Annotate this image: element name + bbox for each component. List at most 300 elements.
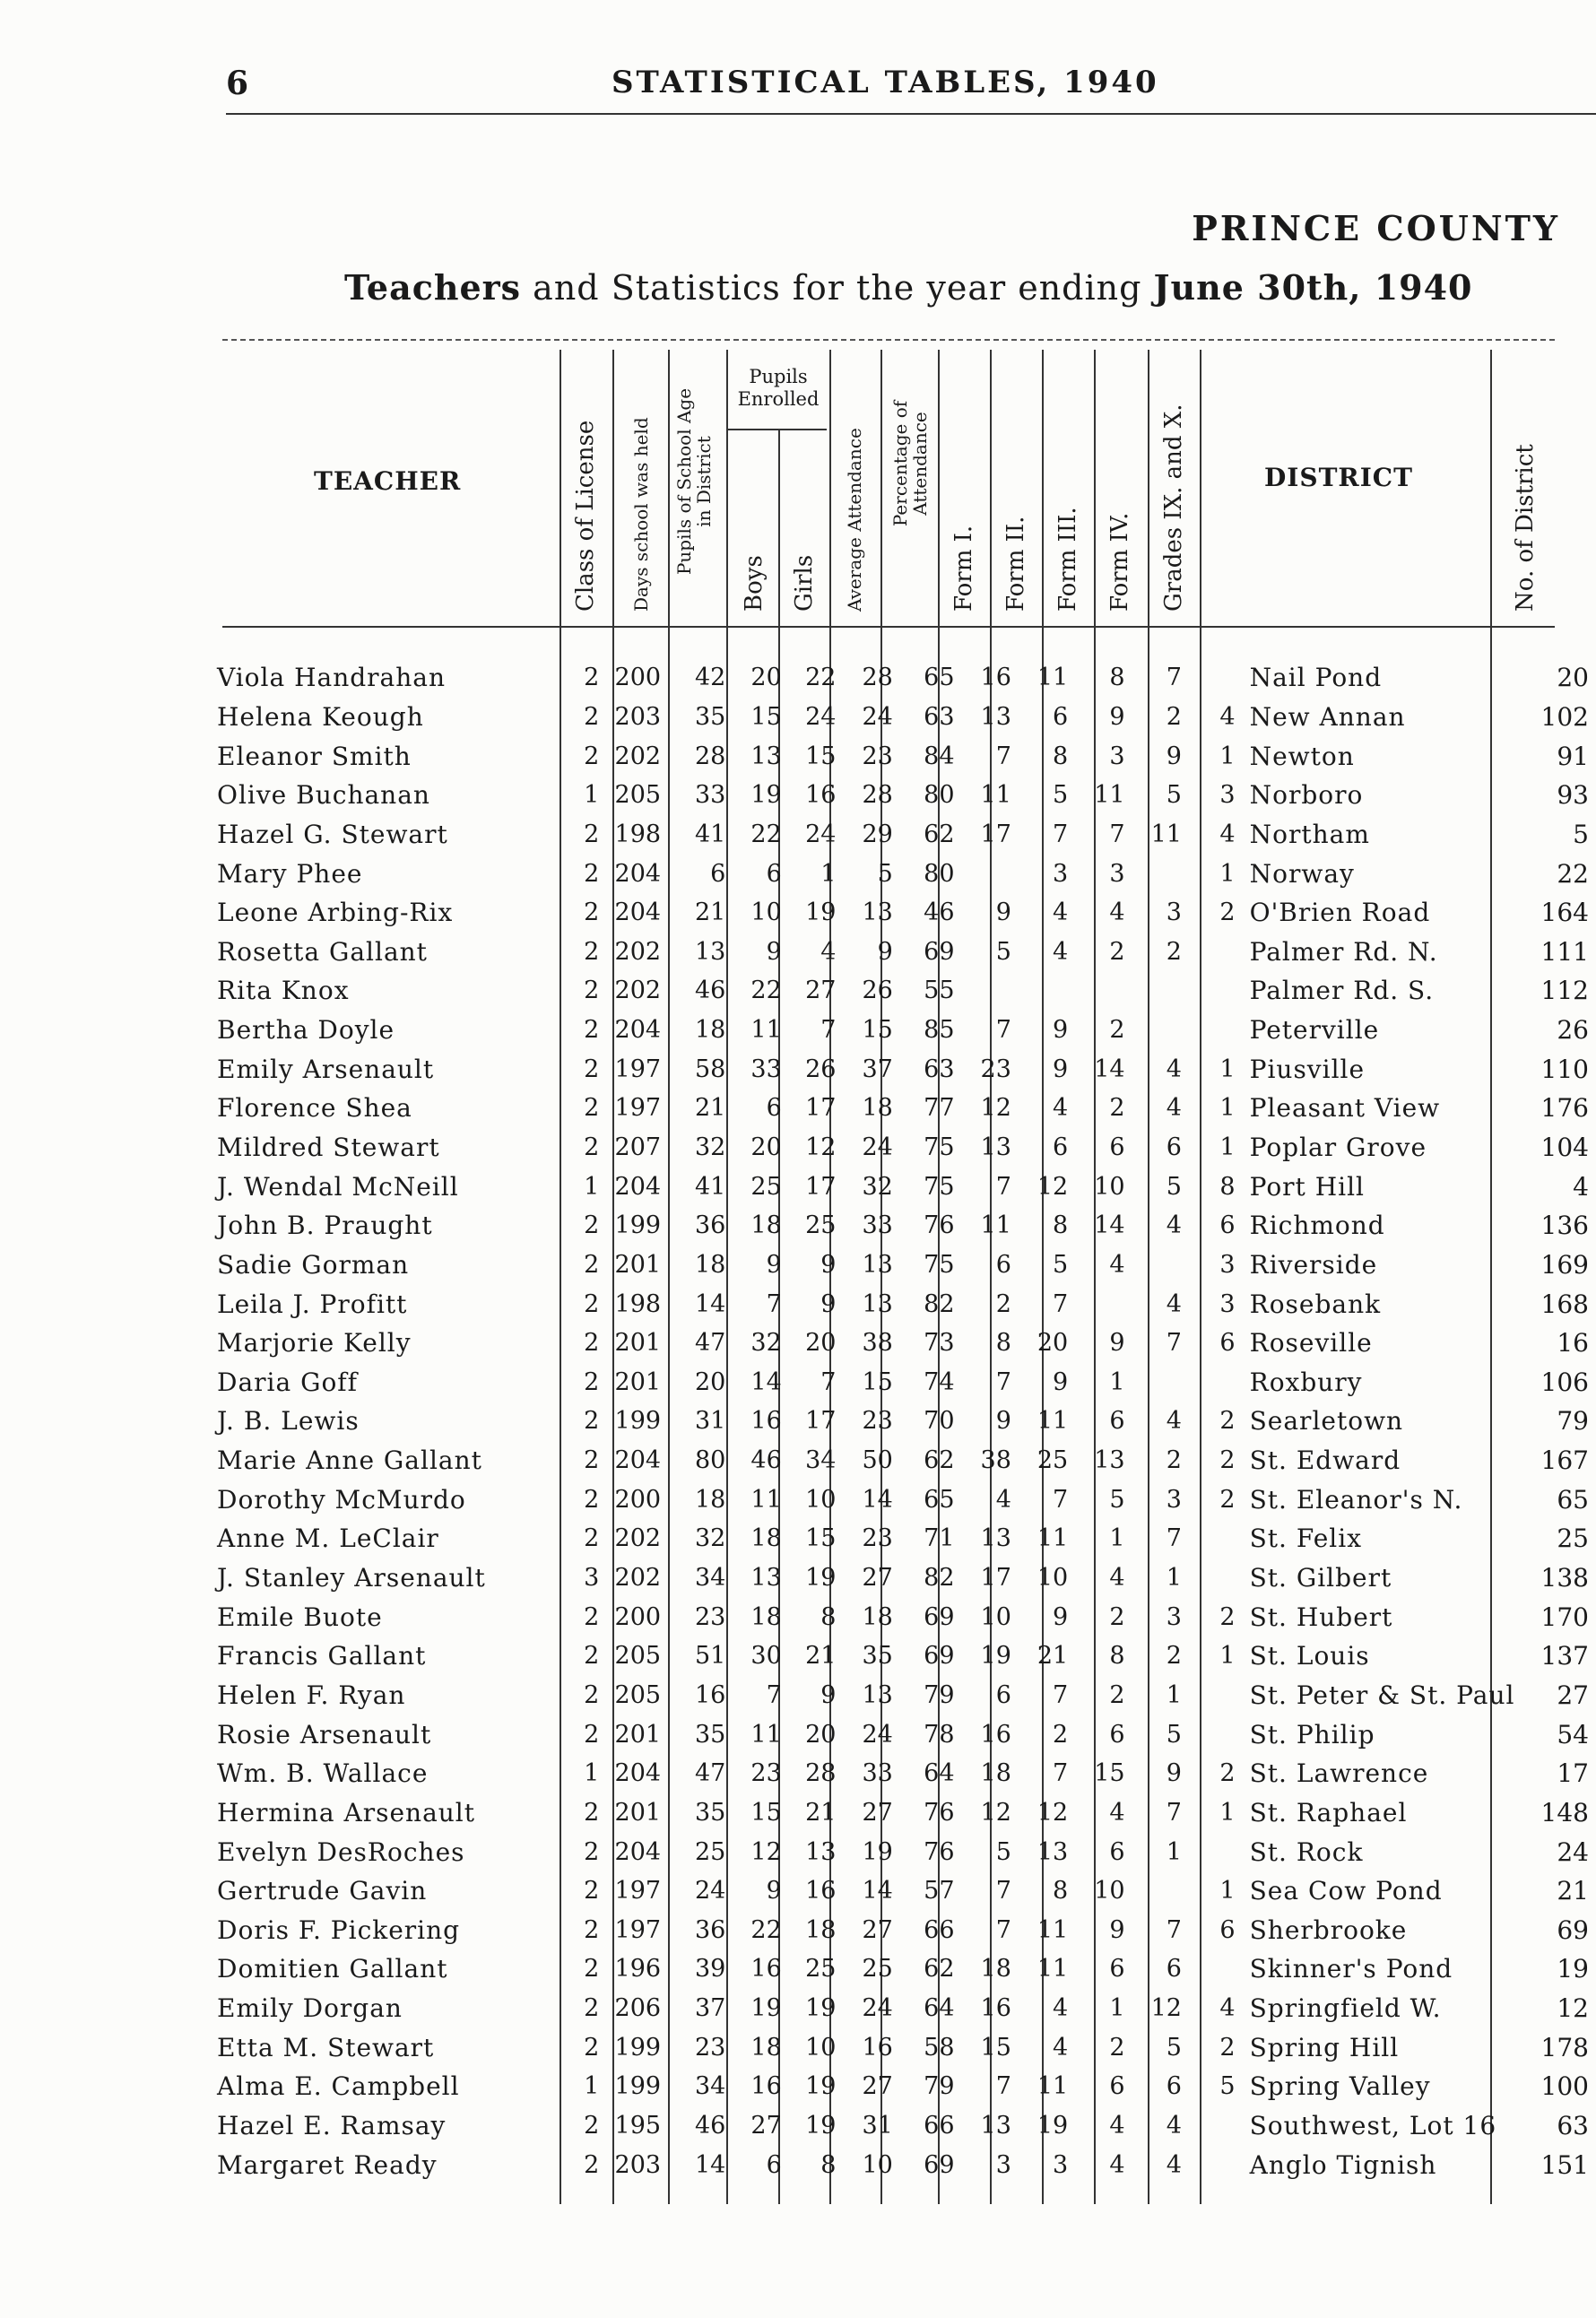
days-held: 201 [614, 1367, 662, 1396]
boys-enrolled: 18 [750, 2033, 782, 2062]
form-3-count: 1 [1109, 1367, 1125, 1396]
form-4-count: 4 [1166, 1211, 1182, 1240]
average-attendance: 14 [862, 1485, 893, 1514]
grades-ix-x-count: 3 [1219, 1289, 1236, 1318]
pupils-of-age: 21 [694, 899, 726, 927]
grades-ix-x-count [1189, 1832, 1243, 1871]
days-held: 197 [614, 1915, 662, 1944]
girls-enrolled: 34 [805, 1446, 837, 1475]
header-percentage-line-1: Percentage of [889, 400, 911, 527]
pupils-of-age: 35 [694, 1798, 726, 1827]
form-4-count [1132, 1246, 1189, 1285]
form-2-count: 7 [1053, 1289, 1069, 1318]
table-title-part-2: and Statistics for the year ending [521, 268, 1154, 308]
district-name: Roseville [1249, 1328, 1373, 1359]
teacher-name: Rosetta Gallant [217, 936, 428, 967]
days-held: 201 [614, 1329, 662, 1358]
average-attendance: 27 [862, 1564, 893, 1593]
teacher-name: Emily Arsenault [217, 1054, 435, 1084]
pupils-of-age: 46 [694, 977, 726, 1005]
teacher-name: Sadie Gorman [217, 1249, 410, 1280]
form-2-count: 8 [1053, 1211, 1069, 1240]
header-form-3: Form III. [1054, 507, 1081, 612]
days-held: 198 [614, 820, 662, 848]
grades-ix-x-count [1189, 1949, 1243, 1989]
average-attendance: 33 [862, 1759, 893, 1788]
district-name: St. Peter & St. Paul [1249, 1680, 1515, 1710]
header-form-4: Form IV. [1106, 512, 1133, 612]
form-2-count: 4 [1053, 1094, 1069, 1123]
boys-enrolled: 9 [766, 1877, 782, 1906]
district-name: Palmer Rd. N. [1249, 936, 1438, 967]
district-number: 24 [1557, 1836, 1589, 1867]
form-4-count: 4 [1166, 1407, 1182, 1436]
days-held: 196 [614, 1955, 662, 1984]
form-1-count: 13 [980, 1133, 1011, 1161]
teacher-name: Leila J. Profitt [217, 1289, 408, 1319]
girls-enrolled: 4 [820, 937, 837, 966]
form-3-count: 1 [1109, 1524, 1125, 1553]
boys-enrolled: 33 [750, 1055, 782, 1083]
form-4-count: 3 [1166, 1485, 1182, 1514]
table-row [210, 1480, 1596, 1519]
form-4-count: 7 [1166, 664, 1182, 692]
pupils-of-age: 42 [694, 664, 726, 692]
grades-ix-x-count [1189, 1519, 1243, 1558]
percentage-attendance: 76 [924, 1837, 955, 1866]
form-2-count: 19 [1037, 2112, 1069, 2140]
district-name: Anglo Tignish [1249, 2149, 1437, 2180]
table-row [210, 1246, 1596, 1285]
percentage-attendance: 82 [924, 1289, 955, 1318]
district-name: Peterville [1249, 1015, 1380, 1046]
district-name: Sea Cow Pond [1249, 1876, 1443, 1906]
header-divider [1490, 350, 1492, 626]
form-4-count: 2 [1166, 1642, 1182, 1671]
class-of-license: 2 [584, 1329, 600, 1358]
table-row [210, 1206, 1596, 1246]
days-held: 201 [614, 1798, 662, 1827]
girls-enrolled: 7 [820, 1016, 837, 1045]
percentage-attendance: 64 [924, 1994, 955, 2023]
class-of-license: 2 [584, 664, 600, 692]
girls-enrolled: 1 [820, 859, 837, 888]
form-2-count: 5 [1053, 1250, 1069, 1279]
district-number: 22 [1557, 858, 1589, 889]
average-attendance: 13 [862, 1680, 893, 1709]
girls-enrolled: 9 [820, 1250, 837, 1279]
form-2-count: 12 [1037, 1172, 1069, 1201]
percentage-attendance: 46 [924, 899, 955, 927]
form-4-count: 4 [1166, 1289, 1182, 1318]
table-row [210, 1754, 1596, 1793]
days-held: 201 [614, 1720, 662, 1749]
form-2-count: 9 [1053, 1055, 1069, 1083]
teacher-name: Rosie Arsenault [217, 1719, 432, 1749]
girls-enrolled: 21 [805, 1642, 837, 1671]
days-held: 203 [614, 2150, 662, 2179]
form-4-count: 5 [1166, 2033, 1182, 2062]
class-of-license: 1 [584, 1172, 600, 1201]
girls-enrolled: 19 [805, 1994, 837, 2023]
district-number: 63 [1557, 2111, 1589, 2141]
percentage-attendance: 76 [924, 1211, 955, 1240]
form-1-count: 7 [995, 2072, 1011, 2101]
form-1-count: 5 [995, 937, 1011, 966]
boys-enrolled: 19 [750, 1994, 782, 2023]
grades-ix-x-count: 1 [1219, 859, 1236, 888]
girls-enrolled: 7 [820, 1367, 837, 1396]
form-2-count: 9 [1053, 1367, 1069, 1396]
percentage-attendance: 82 [924, 1564, 955, 1593]
class-of-license: 2 [584, 1798, 600, 1827]
district-name: St. Rock [1249, 1836, 1364, 1867]
grades-ix-x-count: 1 [1219, 1642, 1236, 1671]
boys-enrolled: 18 [750, 1524, 782, 1553]
header-divider [880, 350, 882, 626]
district-name: Northam [1249, 819, 1370, 849]
girls-enrolled: 26 [805, 1055, 837, 1083]
average-attendance: 28 [862, 781, 893, 810]
teacher-name: Francis Gallant [217, 1641, 427, 1671]
form-4-count: 6 [1166, 1955, 1182, 1984]
class-of-license: 2 [584, 1016, 600, 1045]
girls-enrolled: 24 [805, 820, 837, 848]
district-number: 5 [1573, 819, 1589, 849]
girls-enrolled: 13 [805, 1837, 837, 1866]
grades-ix-x-count: 4 [1219, 1994, 1236, 2023]
header-pupils-enrolled-line-2: Enrolled [737, 388, 820, 410]
grades-ix-x-count: 1 [1219, 1798, 1236, 1827]
girls-enrolled: 22 [805, 664, 837, 692]
girls-enrolled: 9 [820, 1680, 837, 1709]
class-of-license: 2 [584, 1994, 600, 2023]
form-3-count: 4 [1109, 1798, 1125, 1827]
days-held: 197 [614, 1094, 662, 1123]
table-row [210, 1441, 1596, 1480]
grades-ix-x-count: 5 [1219, 2072, 1236, 2101]
district-name: O'Brien Road [1249, 898, 1431, 928]
pupils-of-age: 18 [694, 1250, 726, 1279]
district-name: St. Hubert [1249, 1602, 1393, 1632]
percentage-attendance: 75 [924, 1133, 955, 1161]
form-2-count: 11 [1037, 1915, 1069, 1944]
class-of-license: 3 [584, 1564, 600, 1593]
form-2-count: 7 [1053, 820, 1069, 848]
class-of-license: 1 [584, 1759, 600, 1788]
form-1-count: 8 [995, 1329, 1011, 1358]
form-3-count: 4 [1109, 899, 1125, 927]
header-district-number: No. of District [1512, 444, 1539, 612]
average-attendance: 23 [862, 1407, 893, 1436]
pupils-enrolled-rule [728, 429, 827, 430]
class-of-license: 2 [584, 1915, 600, 1944]
girls-enrolled: 25 [805, 1955, 837, 1984]
form-2-count: 4 [1053, 1994, 1069, 2023]
grades-ix-x-count [1189, 1558, 1243, 1598]
percentage-attendance: 63 [924, 702, 955, 731]
average-attendance: 32 [862, 1172, 893, 1201]
form-3-count [1075, 971, 1132, 1011]
class-of-license: 2 [584, 1250, 600, 1279]
header-divider [668, 350, 670, 626]
form-2-count: 4 [1053, 899, 1069, 927]
grades-ix-x-count: 3 [1219, 1250, 1236, 1279]
percentage-attendance: 74 [924, 1367, 955, 1396]
teacher-name: Olive Buchanan [217, 780, 430, 811]
teacher-name: Gertrude Gavin [217, 1876, 428, 1906]
district-name: St. Louis [1249, 1641, 1370, 1671]
form-2-count: 2 [1053, 1720, 1069, 1749]
percentage-attendance: 65 [924, 664, 955, 692]
days-held: 205 [614, 781, 662, 810]
district-number: 17 [1557, 1758, 1589, 1789]
pupils-of-age: 14 [694, 2150, 726, 2179]
girls-enrolled: 18 [805, 1915, 837, 1944]
pupils-of-age: 6 [710, 859, 726, 888]
district-number: 26 [1557, 1015, 1589, 1046]
boys-enrolled: 10 [750, 899, 782, 927]
grades-ix-x-count: 1 [1219, 1877, 1236, 1906]
days-held: 195 [614, 2112, 662, 2140]
average-attendance: 23 [862, 742, 893, 770]
form-1-count: 7 [995, 1915, 1011, 1944]
form-4-count: 4 [1166, 1055, 1182, 1083]
district-number: 93 [1557, 780, 1589, 811]
pupils-of-age: 34 [694, 1564, 726, 1593]
district-name: Norway [1249, 858, 1355, 889]
table-row [210, 2027, 1596, 2067]
district-name: Riverside [1249, 1249, 1378, 1280]
boys-enrolled: 6 [766, 1094, 782, 1123]
days-held: 204 [614, 1759, 662, 1788]
average-attendance: 24 [862, 1994, 893, 2023]
table-row [210, 1597, 1596, 1636]
district-number: 69 [1557, 1914, 1589, 1945]
form-3-count: 3 [1109, 742, 1125, 770]
girls-enrolled: 28 [805, 1759, 837, 1788]
header-pupils-enrolled-line-1: Pupils [749, 366, 808, 387]
percentage-attendance: 73 [924, 1329, 955, 1358]
percentage-attendance: 80 [924, 781, 955, 810]
form-1-count: 13 [980, 2112, 1011, 2140]
table-row [210, 1363, 1596, 1402]
form-3-count: 4 [1109, 2150, 1125, 2179]
header-grades-ix-x: Grades IX. and X. [1160, 404, 1187, 612]
boys-enrolled: 22 [750, 977, 782, 1005]
grades-ix-x-count [1189, 971, 1243, 1011]
girls-enrolled: 15 [805, 1524, 837, 1553]
percentage-attendance: 69 [924, 1602, 955, 1631]
form-3-count: 6 [1109, 1955, 1125, 1984]
boys-enrolled: 46 [750, 1446, 782, 1475]
form-2-count: 11 [1037, 1955, 1069, 1984]
days-held: 202 [614, 1524, 662, 1553]
grades-ix-x-count [1189, 1363, 1243, 1402]
teacher-name: Margaret Ready [217, 2149, 438, 2180]
form-3-count: 15 [1094, 1759, 1125, 1788]
percentage-attendance: 71 [924, 1524, 955, 1553]
form-2-count: 11 [1037, 1407, 1069, 1436]
class-of-license: 2 [584, 2033, 600, 2062]
days-held: 206 [614, 1994, 662, 2023]
form-2-count: 21 [1037, 1642, 1069, 1671]
district-number: 25 [1557, 1524, 1589, 1554]
days-held: 199 [614, 1407, 662, 1436]
form-1-count: 6 [995, 1680, 1011, 1709]
average-attendance: 37 [862, 1055, 893, 1083]
days-held: 197 [614, 1877, 662, 1906]
district-number: 151 [1540, 2149, 1589, 2180]
table-title-part-3: June 30th, 1940 [1153, 267, 1473, 308]
form-4-count: 2 [1166, 937, 1182, 966]
class-of-license: 2 [584, 1407, 600, 1436]
days-held: 199 [614, 2033, 662, 2062]
days-held: 201 [614, 1250, 662, 1279]
form-1-count: 16 [980, 664, 1011, 692]
district-name: St. Gilbert [1249, 1563, 1392, 1593]
pupils-of-age: 46 [694, 2112, 726, 2140]
pupils-of-age: 47 [694, 1759, 726, 1788]
average-attendance: 31 [862, 2112, 893, 2140]
days-held: 204 [614, 1172, 662, 1201]
header-divider [1200, 350, 1201, 626]
form-1-count: 17 [980, 1564, 1011, 1593]
days-held: 202 [614, 977, 662, 1005]
form-4-count: 1 [1166, 1837, 1182, 1866]
header-girls: Girls [791, 554, 818, 612]
grades-ix-x-count: 1 [1219, 1133, 1236, 1161]
girls-enrolled: 17 [805, 1172, 837, 1201]
class-of-license: 2 [584, 1680, 600, 1709]
average-attendance: 5 [877, 859, 893, 888]
grades-ix-x-count [1189, 2106, 1243, 2146]
pupils-of-age: 23 [694, 2033, 726, 2062]
teacher-name: Marjorie Kelly [217, 1328, 412, 1359]
table-row [210, 1949, 1596, 1989]
grades-ix-x-count: 1 [1219, 1055, 1236, 1083]
pupils-of-age: 32 [694, 1133, 726, 1161]
form-4-count: 9 [1166, 1759, 1182, 1788]
days-held: 199 [614, 2072, 662, 2101]
teacher-name: Emily Dorgan [217, 1993, 403, 2024]
form-1-count [962, 854, 1019, 893]
pupils-of-age: 80 [694, 1446, 726, 1475]
form-1-count: 5 [995, 1837, 1011, 1866]
average-attendance: 25 [862, 1955, 893, 1984]
teacher-name: Wm. B. Wallace [217, 1758, 429, 1789]
county-title: PRINCE COUNTY [1192, 208, 1560, 248]
girls-enrolled: 20 [805, 1720, 837, 1749]
district-name: St. Edward [1249, 1445, 1401, 1476]
form-1-count: 16 [980, 1720, 1011, 1749]
header-boys: Boys [741, 555, 768, 612]
district-name: Sherbrooke [1249, 1914, 1408, 1945]
girls-enrolled: 24 [805, 702, 837, 731]
average-attendance: 27 [862, 2072, 893, 2101]
form-4-count: 7 [1166, 1524, 1182, 1553]
boys-enrolled: 16 [750, 1407, 782, 1436]
form-4-count: 6 [1166, 2072, 1182, 2101]
days-held: 200 [614, 1485, 662, 1514]
table-row [210, 1011, 1596, 1050]
district-name: Port Hill [1249, 1171, 1365, 1202]
teacher-name: Helen F. Ryan [217, 1680, 406, 1710]
district-name: St. Felix [1249, 1524, 1363, 1554]
table-row [210, 854, 1596, 893]
form-3-count: 8 [1109, 664, 1125, 692]
class-of-license: 2 [584, 1955, 600, 1984]
district-number: 91 [1557, 741, 1589, 771]
days-held: 202 [614, 937, 662, 966]
district-number: 65 [1557, 1484, 1589, 1515]
teacher-name: Viola Handrahan [217, 663, 446, 693]
district-number: 12 [1557, 1993, 1589, 2024]
class-of-license: 2 [584, 1524, 600, 1553]
class-of-license: 2 [584, 859, 600, 888]
form-3-count: 14 [1094, 1055, 1125, 1083]
district-number: 16 [1557, 1328, 1589, 1359]
form-4-count: 4 [1166, 1094, 1182, 1123]
form-4-count: 3 [1166, 899, 1182, 927]
grades-ix-x-count: 1 [1219, 742, 1236, 770]
form-2-count: 12 [1037, 1798, 1069, 1827]
boys-enrolled: 6 [766, 859, 782, 888]
header-district: DISTRICT [1264, 463, 1413, 492]
header-average-attendance: Average Attendance [844, 428, 865, 612]
grades-ix-x-count: 6 [1219, 1915, 1236, 1944]
average-attendance: 18 [862, 1094, 893, 1123]
district-number: 137 [1540, 1641, 1589, 1671]
header-divider [1148, 350, 1149, 626]
girls-enrolled: 10 [805, 2033, 837, 2062]
pupils-of-age: 28 [694, 742, 726, 770]
teacher-name: Evelyn DesRoches [217, 1836, 465, 1867]
percentage-attendance: 65 [924, 1485, 955, 1514]
percentage-attendance: 79 [924, 2072, 955, 2101]
girls-enrolled: 15 [805, 742, 837, 770]
percentage-attendance: 76 [924, 1798, 955, 1827]
form-1-count: 12 [980, 1798, 1011, 1827]
days-held: 204 [614, 1016, 662, 1045]
boys-enrolled: 6 [766, 2150, 782, 2179]
district-name: St. Raphael [1249, 1797, 1408, 1827]
teacher-name: Hermina Arsenault [217, 1797, 476, 1827]
teacher-name: Mildred Stewart [217, 1133, 440, 1162]
district-name: Newton [1249, 741, 1355, 771]
form-4-count [1132, 971, 1189, 1011]
page-number: 6 [226, 65, 249, 102]
form-2-count: 6 [1053, 702, 1069, 731]
district-name: Piusville [1249, 1054, 1366, 1084]
boys-enrolled: 7 [766, 1680, 782, 1709]
form-2-count: 7 [1053, 1680, 1069, 1709]
form-3-count: 11 [1094, 781, 1125, 810]
district-number: 4 [1573, 1171, 1589, 1202]
percentage-attendance: 69 [924, 937, 955, 966]
district-name: Spring Hill [1249, 2032, 1400, 2062]
district-number: 104 [1540, 1133, 1589, 1162]
header-pupils-of-age-line-2: in District [693, 436, 715, 527]
grades-ix-x-count: 3 [1219, 781, 1236, 810]
percentage-attendance: 75 [924, 1172, 955, 1201]
boys-enrolled: 16 [750, 2072, 782, 2101]
form-1-count: 38 [980, 1446, 1011, 1475]
percentage-attendance: 69 [924, 1642, 955, 1671]
form-3-count: 2 [1109, 2033, 1125, 2062]
class-of-license: 1 [584, 2072, 600, 2101]
boys-enrolled: 18 [750, 1211, 782, 1240]
